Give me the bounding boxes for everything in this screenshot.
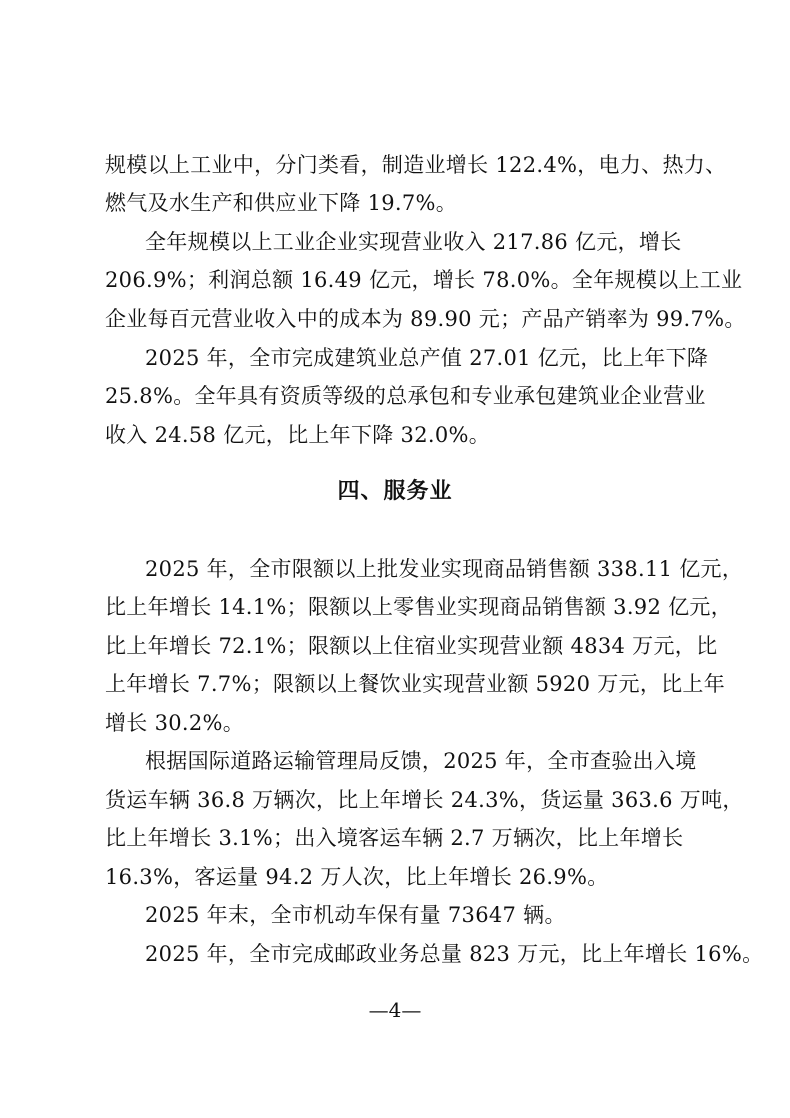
text-line: 比上年增长 72.1%；限额以上住宿业实现营业额 4834 万元，比	[105, 634, 718, 658]
text-line: 规模以上工业中，分门类看，制造业增长 122.4%，电力、热力、	[105, 153, 727, 177]
text-line: 根据国际道路运输管理局反馈，2025 年，全市查验出入境	[145, 749, 697, 773]
text-line: 2025 年，全市完成邮政业务总量 823 万元，比上年增长 16%。	[145, 942, 764, 966]
text-line: 2025 年，全市完成建筑业总产值 27.01 亿元，比上年下降	[145, 346, 709, 370]
text-line: 货运车辆 36.8 万辆次，比上年增长 24.3%，货运量 363.6 万吨，	[105, 788, 744, 812]
text-line: 比上年增长 14.1%；限额以上零售业实现商品销售额 3.92 亿元，	[105, 595, 732, 619]
text-line: 2025 年，全市限额以上批发业实现商品销售额 338.11 亿元，	[145, 557, 744, 581]
text-line: 206.9%；利润总额 16.49 亿元，增长 78.0%。全年规模以上工业	[105, 268, 743, 292]
page-number: —4—	[368, 998, 422, 1022]
text-line: 增长 30.2%。	[105, 711, 245, 735]
text-line: 上年增长 7.7%；限额以上餐饮业实现营业额 5920 万元，比上年	[105, 672, 726, 696]
text-line: 全年规模以上工业企业实现营业收入 217.86 亿元，增长	[145, 230, 682, 254]
text-line: 企业每百元营业收入中的成本为 89.90 元；产品产销率为 99.7%。	[105, 307, 746, 331]
text-line: 16.3%，客运量 94.2 万人次，比上年增长 26.9%。	[105, 865, 609, 889]
section-heading: 四、服务业	[337, 479, 453, 504]
text-line: 收入 24.58 亿元，比上年下降 32.0%。	[105, 423, 491, 447]
text-line: 25.8%。全年具有资质等级的总承包和专业承包建筑业企业营业	[105, 384, 706, 408]
text-line: 2025 年末，全市机动车保有量 73647 辆。	[145, 903, 566, 927]
text-line: 比上年增长 3.1%；出入境客运车辆 2.7 万辆次，比上年增长	[105, 826, 684, 850]
text-line: 燃气及水生产和供应业下降 19.7%。	[105, 191, 458, 215]
